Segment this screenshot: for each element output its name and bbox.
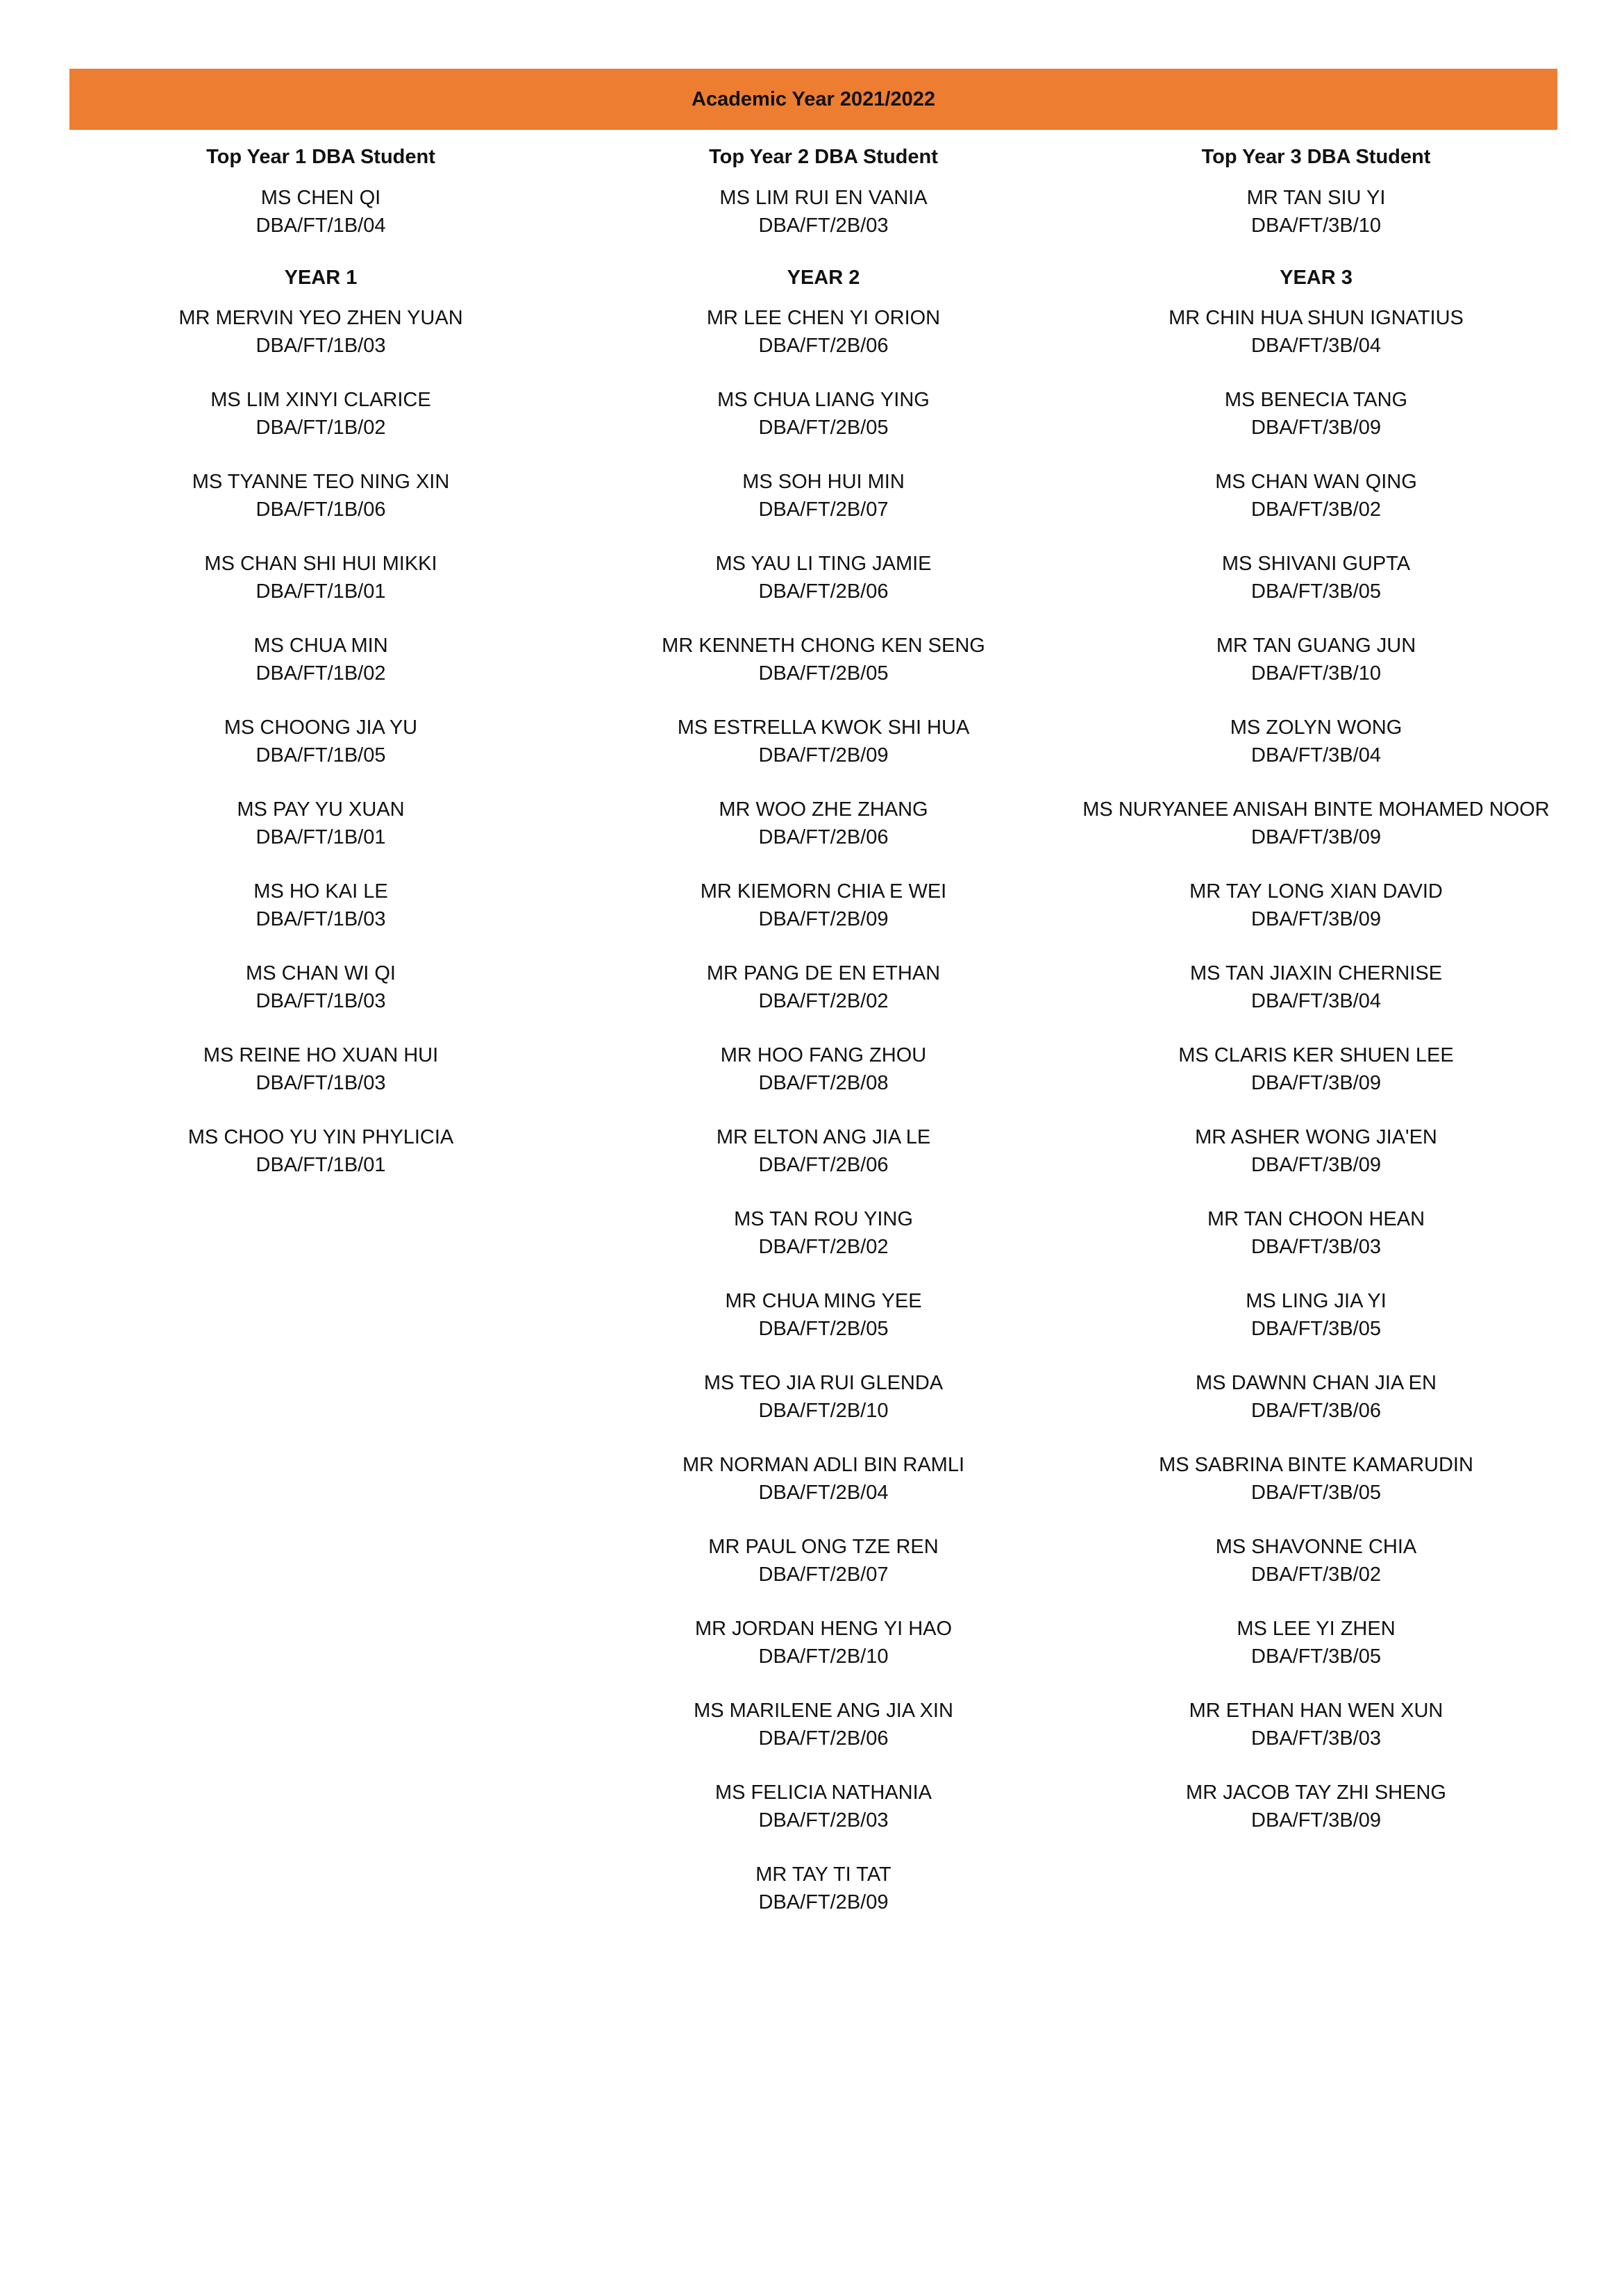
student-code: DBA/FT/3B/05 (1251, 1482, 1381, 1504)
student-entry (1075, 796, 1557, 878)
student-name: MS BENECIA TANG (1224, 389, 1408, 411)
student-entry (1075, 1779, 1557, 1861)
top-student-heading: Top Year 2 DBA Student (709, 146, 938, 168)
student-code: DBA/FT/3B/04 (1251, 744, 1381, 766)
student-name: MR ASHER WONG JIA'EN (1195, 1126, 1437, 1148)
student-code: DBA/FT/1B/03 (256, 908, 386, 930)
student-entry (1075, 714, 1557, 796)
student-entry (572, 1779, 1075, 1861)
student-name: MS SHAVONNE CHIA (1215, 1536, 1417, 1558)
student-code: DBA/FT/3B/02 (1251, 1564, 1381, 1586)
student-code: DBA/FT/2B/06 (758, 335, 889, 357)
student-name: MS CHOO YU YIN PHYLICIA (187, 1126, 454, 1148)
student-code: DBA/FT/2B/10 (758, 1400, 889, 1422)
student-code: DBA/FT/2B/05 (758, 662, 889, 685)
student-name: MR NORMAN ADLI BIN RAMLI (682, 1454, 965, 1476)
student-entry (572, 796, 1075, 878)
student-entry (572, 1041, 1075, 1123)
student-entry (69, 878, 572, 960)
student-entry (572, 386, 1075, 468)
student-name: MS CHEN QI (260, 187, 381, 209)
student-code: DBA/FT/1B/01 (256, 580, 386, 603)
student-code: DBA/FT/1B/05 (256, 744, 386, 766)
student-code: DBA/FT/2B/06 (758, 580, 889, 603)
student-name: MR HOO FANG ZHOU (720, 1044, 927, 1066)
student-entry (1075, 1287, 1557, 1369)
student-entry (572, 1861, 1075, 1943)
student-name: MR JACOB TAY ZHI SHENG (1186, 1782, 1446, 1804)
student-entry (1075, 304, 1557, 386)
student-code: DBA/FT/3B/09 (1251, 1154, 1381, 1176)
student-name: MS TYANNE TEO NING XIN (192, 471, 450, 493)
student-entry (572, 878, 1075, 960)
student-name: MR KIEMORN CHIA E WEI (700, 880, 947, 903)
student-name: MS CHOONG JIA YU (224, 717, 418, 739)
student-name: MR KENNETH CHONG KEN SENG (662, 635, 985, 657)
student-entry (572, 632, 1075, 714)
student-name: MR TAN GUANG JUN (1216, 635, 1416, 657)
student-entry (1075, 960, 1557, 1041)
student-code: DBA/FT/3B/02 (1251, 498, 1381, 521)
student-name: MS CHAN SHI HUI MIKKI (204, 553, 437, 575)
student-entry (572, 304, 1075, 386)
student-code: DBA/FT/1B/06 (256, 498, 386, 521)
student-entry (69, 1041, 572, 1123)
student-code: DBA/FT/2B/07 (758, 1564, 889, 1586)
student-entry (69, 1123, 572, 1205)
student-code: DBA/FT/3B/06 (1251, 1400, 1381, 1422)
student-entry (69, 386, 572, 468)
student-entry (572, 1123, 1075, 1205)
student-entry (1075, 1615, 1557, 1697)
student-entry (572, 960, 1075, 1041)
student-code: DBA/FT/1B/03 (256, 1072, 386, 1094)
student-entry (69, 304, 572, 386)
student-name: MR CHUA MING YEE (725, 1290, 922, 1312)
student-code: DBA/FT/3B/09 (1251, 826, 1381, 848)
student-list (69, 304, 572, 1205)
student-code: DBA/FT/3B/05 (1251, 1645, 1381, 1668)
student-entry (572, 1615, 1075, 1697)
student-code: DBA/FT/3B/05 (1251, 580, 1381, 603)
student-entry (1075, 1697, 1557, 1779)
student-name: MS LIM RUI EN VANIA (719, 187, 928, 209)
student-code: DBA/FT/2B/06 (758, 826, 889, 848)
student-entry (1075, 550, 1557, 632)
top-student-entry (1075, 184, 1557, 264)
student-entry (572, 1205, 1075, 1287)
student-name: MS ZOLYN WONG (1230, 717, 1403, 739)
student-entry (1075, 1369, 1557, 1451)
year-3-column (1075, 130, 1557, 1861)
student-code: DBA/FT/1B/04 (256, 215, 386, 237)
student-name: MS LIM XINYI CLARICE (210, 389, 431, 411)
student-code: DBA/FT/3B/04 (1251, 335, 1381, 357)
year-label: YEAR 3 (1280, 267, 1353, 289)
student-code: DBA/FT/1B/01 (256, 1154, 386, 1176)
student-code: DBA/FT/3B/03 (1251, 1727, 1381, 1750)
student-name: MS PAY YU XUAN (237, 798, 405, 821)
student-name: MR TAN SIU YI (1246, 187, 1386, 209)
student-name: MS LEE YI ZHEN (1237, 1618, 1396, 1640)
student-code: DBA/FT/1B/02 (256, 417, 386, 439)
student-code: DBA/FT/3B/09 (1251, 1072, 1381, 1094)
student-code: DBA/FT/2B/10 (758, 1645, 889, 1668)
student-name: MS REINE HO XUAN HUI (203, 1044, 439, 1066)
year-label: YEAR 1 (284, 267, 358, 289)
student-code: DBA/FT/1B/01 (256, 826, 386, 848)
student-code: DBA/FT/2B/06 (758, 1154, 889, 1176)
student-entry (1075, 1123, 1557, 1205)
student-entry (572, 468, 1075, 550)
student-code: DBA/FT/3B/10 (1251, 662, 1381, 685)
academic-year-banner (69, 69, 1557, 130)
student-name: MR TAY LONG XIAN DAVID (1189, 880, 1443, 903)
student-code: DBA/FT/3B/04 (1251, 990, 1381, 1012)
student-code: DBA/FT/1B/03 (256, 990, 386, 1012)
student-entry (572, 714, 1075, 796)
student-entry (572, 1697, 1075, 1779)
student-name: MS TAN ROU YING (734, 1208, 913, 1230)
student-code: DBA/FT/2B/04 (758, 1482, 889, 1504)
student-entry (1075, 386, 1557, 468)
student-entry (572, 1287, 1075, 1369)
student-code: DBA/FT/3B/10 (1251, 215, 1381, 237)
top-student-heading: Top Year 1 DBA Student (206, 146, 435, 168)
student-name: MS DAWNN CHAN JIA EN (1196, 1372, 1437, 1394)
student-entry (1075, 1451, 1557, 1533)
page-title: Academic Year 2021/2022 (692, 87, 935, 110)
top-student-entry (69, 184, 572, 264)
student-name: MS NURYANEE ANISAH BINTE MOHAMED NOOR (1082, 798, 1550, 821)
student-code: DBA/FT/1B/03 (256, 335, 386, 357)
student-entry (1075, 632, 1557, 714)
student-entry (1075, 1205, 1557, 1287)
student-name: MS LING JIA YI (1246, 1290, 1387, 1312)
student-name: MS CHAN WAN QING (1215, 471, 1417, 493)
student-code: DBA/FT/3B/03 (1251, 1236, 1381, 1258)
student-name: MS TEO JIA RUI GLENDA (703, 1372, 944, 1394)
student-entry (69, 468, 572, 550)
student-name: MR JORDAN HENG YI HAO (694, 1618, 953, 1640)
student-code: DBA/FT/2B/03 (758, 1809, 889, 1832)
student-name: MS CLARIS KER SHUEN LEE (1178, 1044, 1454, 1066)
student-list (572, 304, 1075, 1943)
student-name: MS SHIVANI GUPTA (1221, 553, 1411, 575)
student-name: MS TAN JIAXIN CHERNISE (1189, 962, 1443, 984)
student-code: DBA/FT/3B/05 (1251, 1318, 1381, 1340)
student-name: MR PANG DE EN ETHAN (706, 962, 941, 984)
student-name: MR TAN CHOON HEAN (1207, 1208, 1425, 1230)
student-name: MR WOO ZHE ZHANG (719, 798, 928, 821)
student-entry (1075, 1533, 1557, 1615)
student-entry (1075, 1041, 1557, 1123)
student-entry (1075, 468, 1557, 550)
student-code: DBA/FT/2B/05 (758, 417, 889, 439)
student-entry (69, 796, 572, 878)
student-code: DBA/FT/2B/05 (758, 1318, 889, 1340)
student-code: DBA/FT/3B/09 (1251, 908, 1381, 930)
student-code: DBA/FT/2B/06 (758, 1727, 889, 1750)
top-student-heading: Top Year 3 DBA Student (1201, 146, 1431, 168)
student-code: DBA/FT/2B/02 (758, 1236, 889, 1258)
student-code: DBA/FT/2B/08 (758, 1072, 889, 1094)
student-name: MS CHUA LIANG YING (717, 389, 930, 411)
student-code: DBA/FT/2B/09 (758, 744, 889, 766)
student-name: MS HO KAI LE (253, 880, 388, 903)
student-name: MR TAY TI TAT (755, 1863, 891, 1886)
student-name: MS SOH HUI MIN (742, 471, 905, 493)
student-name: MS ESTRELLA KWOK SHI HUA (677, 717, 970, 739)
student-name: MS SABRINA BINTE KAMARUDIN (1159, 1454, 1473, 1476)
student-name: MR ELTON ANG JIA LE (716, 1126, 931, 1148)
student-code: DBA/FT/2B/09 (758, 908, 889, 930)
student-entry (69, 550, 572, 632)
student-code: DBA/FT/2B/09 (758, 1891, 889, 1913)
student-code: DBA/FT/2B/07 (758, 498, 889, 521)
student-name: MR MERVIN YEO ZHEN YUAN (178, 307, 463, 329)
student-entry (69, 714, 572, 796)
student-name: MR LEE CHEN YI ORION (706, 307, 941, 329)
student-name: MS FELICIA NATHANIA (714, 1782, 932, 1804)
student-name: MR PAUL ONG TZE REN (708, 1536, 939, 1558)
student-entry (572, 1369, 1075, 1451)
student-entry (572, 550, 1075, 632)
year-2-column (572, 130, 1075, 1943)
student-entry (572, 1451, 1075, 1533)
student-code: DBA/FT/1B/02 (256, 662, 386, 685)
student-entry (69, 960, 572, 1041)
student-entry (69, 632, 572, 714)
student-list (1075, 304, 1557, 1861)
student-entry (1075, 878, 1557, 960)
year-label: YEAR 2 (787, 267, 860, 289)
student-code: DBA/FT/3B/09 (1251, 1809, 1381, 1832)
top-student-entry (572, 184, 1075, 264)
student-name: MR ETHAN HAN WEN XUN (1189, 1700, 1443, 1722)
student-name: MR CHIN HUA SHUN IGNATIUS (1169, 307, 1464, 329)
year-1-column (69, 130, 572, 1205)
student-name: MS CHAN WI QI (246, 962, 396, 984)
student-code: DBA/FT/2B/03 (758, 215, 889, 237)
student-code: DBA/FT/2B/02 (758, 990, 889, 1012)
student-name: MS CHUA MIN (253, 635, 388, 657)
student-name: MS MARILENE ANG JIA XIN (694, 1700, 953, 1722)
student-entry (572, 1533, 1075, 1615)
student-name: MS YAU LI TING JAMIE (715, 553, 932, 575)
student-code: DBA/FT/3B/09 (1251, 417, 1381, 439)
